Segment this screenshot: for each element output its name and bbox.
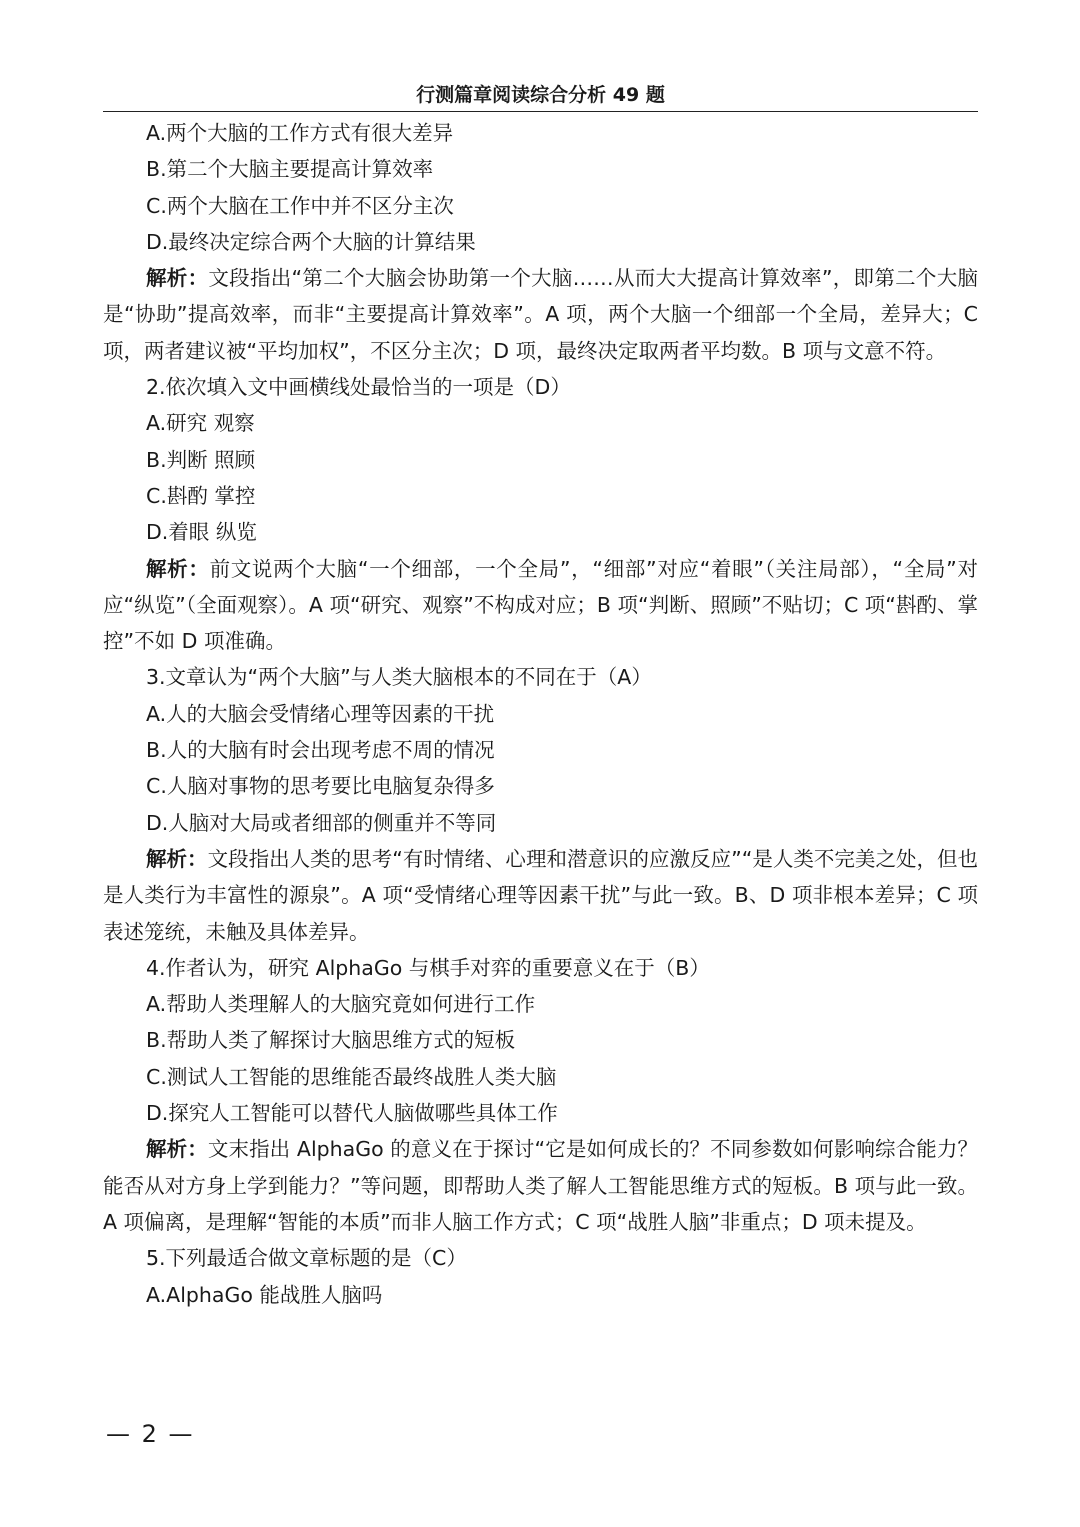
- q4-option-a: A.帮助人类理解人的大脑究竟如何进行工作: [146, 992, 536, 1017]
- q1-option-a: A.两个大脑的工作方式有很大差异: [146, 121, 454, 145]
- page-header-title: 行测篇章阅读综合分析 49 题: [416, 84, 665, 106]
- q3-question: 3.文章认为“两个大脑”与人类大脑根本的不同在于（A）: [146, 665, 652, 690]
- analysis-label: 解析：: [146, 266, 209, 291]
- q2-analysis-text: 前文说两个大脑“一个细部，一个全局”，“细部”对应“着眼”（关注局部），“全局”对应“纵览”（全面观察）。A 项“研究、观察”不构成对应；B 项“判断、照顾”不贴切；C 项“斟酌、掌控”不如 D 项准确。: [103, 556, 978, 654]
- q3-analysis-text: 文段指出人类的思考“有时情绪、心理和潜意识的应激反应”“是人类不完美之处，但也是人类行为丰富性的源泉”。A 项“受情绪心理等因素干扰”与此一致。B、D 项非根本差异；C 项表述笼统，未触及具体差异。: [103, 846, 979, 944]
- q5-question: 5.下列最适合做文章标题的是（C）: [146, 1246, 467, 1271]
- q4-option-b: B.帮助人类了解探讨大脑思维方式的短板: [146, 1028, 516, 1053]
- q3-analysis: [103, 841, 978, 950]
- q4-option-d: D.探究人工智能可以替代人脑做哪些具体工作: [146, 1101, 558, 1126]
- analysis-label: 解析：: [146, 846, 208, 871]
- q2-option-b: B.判断 照顾: [146, 447, 256, 472]
- q4-analysis: [103, 1131, 978, 1240]
- q2-option-a: A.研究 观察: [146, 411, 255, 436]
- q4-analysis-text: 文末指出 AlphaGo 的意义在于探讨“它是如何成长的？不同参数如何影响综合能力？能否从对方身上学到能力？”等问题，即帮助人类了解人工智能思维方式的短板。B 项与此一致。A 项偏离，是理解“智能的本质”而非人脑工作方式；C 项“战胜人脑”非重点；D 项未提及。: [103, 1137, 978, 1234]
- page-content: [103, 115, 978, 1313]
- q3-option-b: B.人的大脑有时会出现考虑不周的情况: [146, 738, 495, 763]
- page-number: — 2 —: [106, 1420, 195, 1448]
- q2-analysis: [103, 551, 978, 660]
- q3-option-c: C.人脑对事物的思考要比电脑复杂得多: [146, 774, 495, 799]
- q2-option-d: D.着眼 纵览: [146, 520, 257, 545]
- q1-option-b: B.第二个大脑主要提高计算效率: [146, 157, 434, 182]
- q5-option-a: A.AlphaGo 能战胜人脑吗: [146, 1282, 383, 1307]
- q1-analysis-text: 文段指出“第二个大脑会协助第一个大脑……从而大大提高计算效率”，即第二个大脑是“协助”提高效率，而非“主要提高计算效率”。A 项，两个大脑一个细部一个全局，差异大；C 项，两者建议被“平均加权”，不区分主次；D 项，最终决定取两者平均数。B 项与文意不符。: [103, 266, 978, 363]
- header-divider: [103, 111, 978, 112]
- q4-question: 4.作者认为，研究 AlphaGo 与棋手对弈的重要意义在于（B）: [146, 955, 710, 980]
- q1-analysis: [103, 260, 978, 369]
- q3-option-a: A.人的大脑会受情绪心理等因素的干扰: [146, 701, 495, 726]
- q1-option-d: D.最终决定综合两个大脑的计算结果: [146, 229, 476, 254]
- q2-question: 2.依次填入文中画横线处最恰当的一项是（D）: [146, 375, 571, 400]
- analysis-label: 解析：: [146, 1137, 208, 1162]
- q2-option-c: C.斟酌 掌控: [146, 483, 256, 508]
- analysis-label: 解析：: [146, 556, 210, 581]
- q4-option-c: C.测试人工智能的思维能否最终战胜人类大脑: [146, 1064, 557, 1089]
- q3-option-d: D.人脑对大局或者细部的侧重并不等同: [146, 810, 497, 835]
- q1-option-c: C.两个大脑在工作中并不区分主次: [146, 193, 454, 218]
